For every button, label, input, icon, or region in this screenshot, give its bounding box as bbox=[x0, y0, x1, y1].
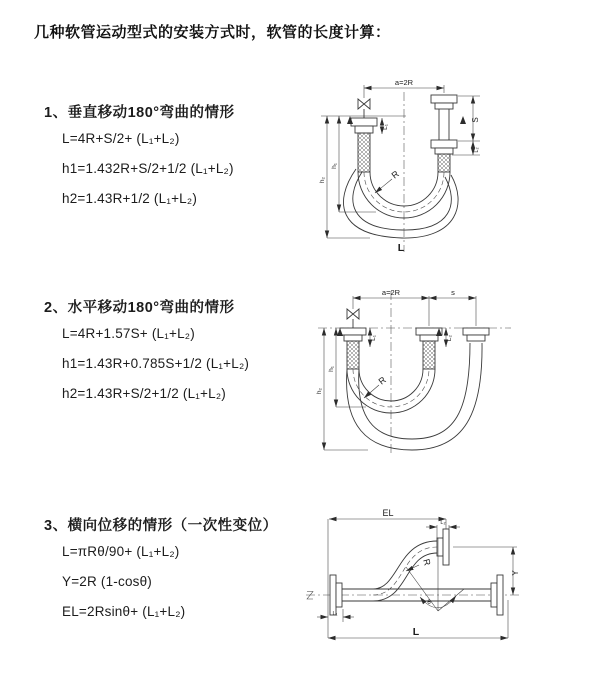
d2-label-r: R bbox=[376, 374, 388, 387]
d3-label-y: Y bbox=[511, 570, 520, 576]
section-2-formula-h1: h1=1.43R+0.785S+1/2 (L₁+L₂) bbox=[62, 356, 250, 371]
page-title: 几种软管运动型式的安装方式时，软管的长度计算： bbox=[34, 24, 391, 41]
d3-label-l: L bbox=[412, 626, 420, 638]
d2-moved-pipe-fitting bbox=[463, 328, 489, 341]
section-3-formula-EL: EL=2Rsinθ+ (L₁+L₂) bbox=[62, 604, 186, 619]
d1-right-pipe-fitting bbox=[431, 95, 457, 172]
d1-label-h1: h₁ bbox=[331, 163, 338, 169]
d1-radius-leader bbox=[375, 179, 392, 193]
d1-left-pipe-fitting bbox=[351, 118, 377, 172]
d3-labels bbox=[333, 508, 520, 638]
section-3-heading: 3、横向位移的情形（一次性变位） bbox=[44, 518, 278, 534]
section-lateral-displacement bbox=[44, 514, 334, 627]
d1-label-s: S bbox=[471, 117, 480, 123]
d3-dimension-lines bbox=[317, 519, 517, 638]
d2-left-pipe-fitting bbox=[340, 328, 366, 369]
d1-label-l: L bbox=[397, 242, 405, 254]
d1-hose-u-bend bbox=[343, 169, 458, 238]
d1-braided-hose-right bbox=[438, 154, 450, 172]
d3-displaced-hose bbox=[373, 529, 449, 601]
d3-left-flange bbox=[330, 575, 373, 615]
section-2-heading: 2、水平移动180°弯曲的情形 bbox=[44, 300, 235, 316]
d3-label-el: EL bbox=[382, 508, 394, 518]
d1-labels bbox=[319, 78, 480, 254]
diagram-horizontal-180-bend bbox=[306, 283, 586, 478]
d1-label-l2: L₂ bbox=[474, 147, 480, 153]
d2-label-l2: L₂ bbox=[446, 334, 453, 342]
d1-label-a2r: a=2R bbox=[394, 78, 414, 87]
section-2-formula-h2: h2=1.43R+S/2+1/2 (L₁+L₂) bbox=[62, 386, 226, 401]
section-1-formula-L: L=4R+S/2+ (L₁+L₂) bbox=[62, 131, 180, 146]
d3-radius-leader bbox=[406, 565, 419, 571]
section-2-formula-L: L=4R+1.57S+ (L₁+L₂) bbox=[62, 326, 195, 341]
section-3-formula-L: L=πRθ/90+ (L₁+L₂) bbox=[62, 544, 180, 559]
d2-label-s: s bbox=[451, 288, 455, 297]
d1-label-h2: h₂ bbox=[319, 176, 326, 184]
d2-valve-icon bbox=[347, 309, 359, 328]
d1-valve-icon bbox=[358, 99, 370, 118]
section-horizontal-movement bbox=[44, 296, 334, 409]
diagram-lateral-displacement bbox=[298, 505, 590, 655]
d3-label-theta: θ bbox=[427, 599, 431, 606]
section-1-formula-h2: h2=1.43R+1/2 (L₁+L₂) bbox=[62, 191, 198, 206]
section-1-heading: 1、垂直移动180°弯曲的情形 bbox=[44, 105, 235, 121]
d3-angle-construction bbox=[406, 538, 464, 611]
diagram-vertical-180-bend bbox=[306, 72, 586, 257]
d1-dimension-lines bbox=[327, 85, 480, 238]
d2-radius-leader bbox=[364, 385, 379, 398]
section-vertical-movement bbox=[44, 101, 334, 214]
d3-label-l2: L₂ bbox=[440, 520, 446, 526]
d2-label-l1: L₁ bbox=[370, 335, 377, 341]
d2-label-a2r: a=2R bbox=[381, 288, 401, 297]
d2-braided-hose-left bbox=[347, 341, 359, 369]
section-3-formula-Y: Y=2R (1-cosθ) bbox=[62, 574, 153, 589]
section-1-formula-h1: h1=1.432R+S/2+1/2 (L₁+L₂) bbox=[62, 161, 234, 176]
d1-label-l1: L₁ bbox=[382, 124, 389, 130]
d1-label-r: R bbox=[389, 168, 401, 181]
d1-braided-hose-left bbox=[358, 133, 370, 172]
d2-hose-u-bend bbox=[347, 343, 482, 450]
d3-label-r: R bbox=[421, 557, 433, 567]
d2-label-h1: h₁ bbox=[328, 366, 335, 372]
d3-label-l1: L₁ bbox=[332, 611, 338, 617]
d2-label-h2: h₂ bbox=[316, 387, 323, 395]
d2-braided-hose-middle bbox=[423, 341, 435, 369]
